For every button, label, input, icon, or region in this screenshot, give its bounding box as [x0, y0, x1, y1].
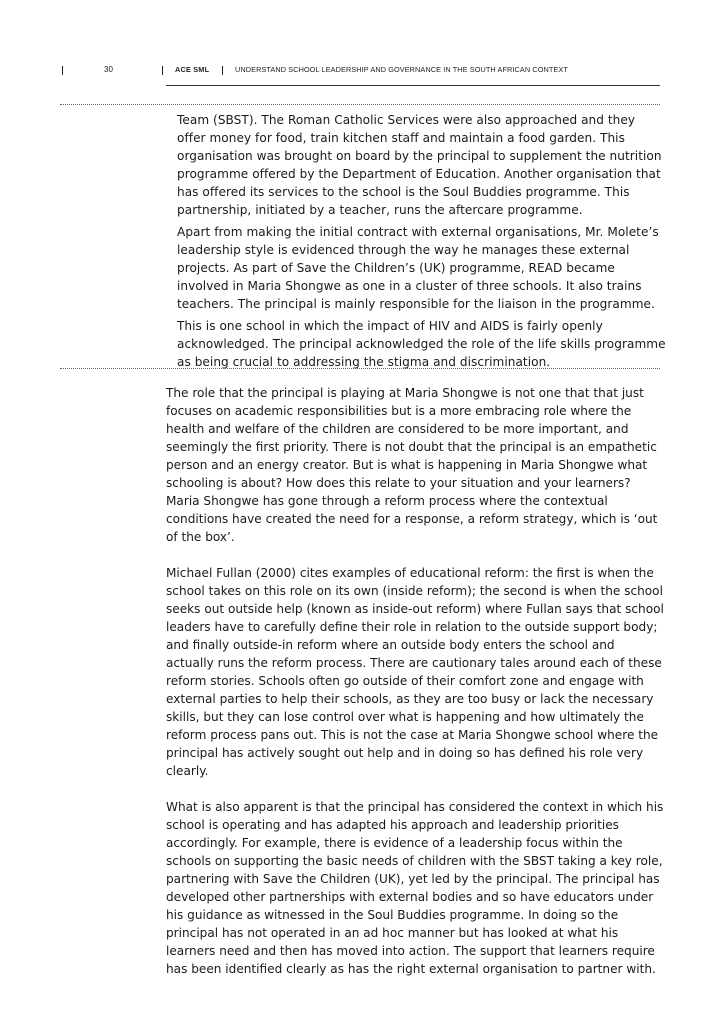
case-study-block — [177, 111, 667, 375]
header-divider — [162, 66, 163, 75]
header-rule — [166, 85, 660, 86]
case-study-paragraph: Apart from making the initial contract with external organisations, Mr. Molete’s leadership style is evidenced through the way he manages these external projects. As part of Save the Children’s (UK) programme, READ became involved in Maria Shongwe as one in a cluster of three schools. It also trains teachers. The principal is mainly responsible for the liaison in the programme. — [177, 225, 659, 311]
running-header — [0, 64, 728, 78]
module-title: UNDERSTAND SCHOOL LEADERSHIP AND GOVERNANCE IN THE SOUTH AFRICAN CONTEXT — [235, 65, 568, 74]
page-number: 30 — [104, 65, 113, 74]
body-text — [166, 384, 666, 996]
case-study-paragraph: Team (SBST). The Roman Catholic Services were also approached and they offer money for food, train kitchen staff and maintain a food garden. This organisation was brought on board by the principal to supplement the nutrition programme offered by the Department of Education. Another organisation that has offered its services to the school is the Soul Buddies programme. This partnership, initiated by a teacher, runs the aftercare programme. — [177, 113, 662, 217]
header-divider — [62, 66, 63, 75]
body-paragraph: What is also apparent is that the principal has considered the context in which his school is operating and has adapted his approach and leadership priorities accordingly. For example, there is evidence of a leadership focus within the schools on supporting the basic needs of children with the SBST taking a key role, partnering with Save the Children (UK), yet led by the principal. The principal has developed other partnerships with external bodies and so have educators under his guidance as witnessed in the Soul Buddies programme. In doing so the principal has not operated in an ad hoc manner but has looked at what his learners need and then has moved into action. The support that learners require has been identified clearly as has the right external organisation to partner with. — [166, 800, 664, 976]
case-study-paragraph: This is one school in which the impact of HIV and AIDS is fairly openly acknowledged. The principal acknowledged the role of the life skills programme as being crucial to addressing the stigma and discrimination. — [177, 319, 666, 369]
case-study-top-border — [60, 104, 660, 105]
header-divider — [222, 66, 223, 75]
case-study-bottom-border — [60, 368, 660, 369]
body-paragraph: The role that the principal is playing at Maria Shongwe is not one that that just focuses on academic responsibilities but is a more embracing role where the health and welfare of the children are considered to be more important, and seemingly the first priority. There is not doubt that the principal is an empathetic person and an energy creator. But is what is happening in Maria Shongwe what schooling is about? How does this relate to your situation and your learners? Maria Shongwe has gone through a reform process where the contextual conditions have created the need for a response, a reform strategy, which is ‘out of the box’. — [166, 386, 658, 544]
series-title: ACE SML — [175, 65, 210, 74]
body-paragraph: Michael Fullan (2000) cites examples of educational reform: the first is when the school takes on this role on its own (inside reform); the second is when the school seeks out outside help (known as inside-out reform) where Fullan says that school leaders have to carefully define their role in relation to the outside support body; and finally outside-in reform where an outside body enters the school and actually runs the reform process. There are cautionary tales around each of these reform stories. Schools often go outside of their comfort zone and engage with external parties to help their schools, as they are too busy or lack the necessary skills, but they can lose control over what is happening and how ultimately the reform process pans out. This is not the case at Maria Shongwe school where the principal has actively sought out help and in doing so has defined his role very clearly. — [166, 566, 664, 778]
